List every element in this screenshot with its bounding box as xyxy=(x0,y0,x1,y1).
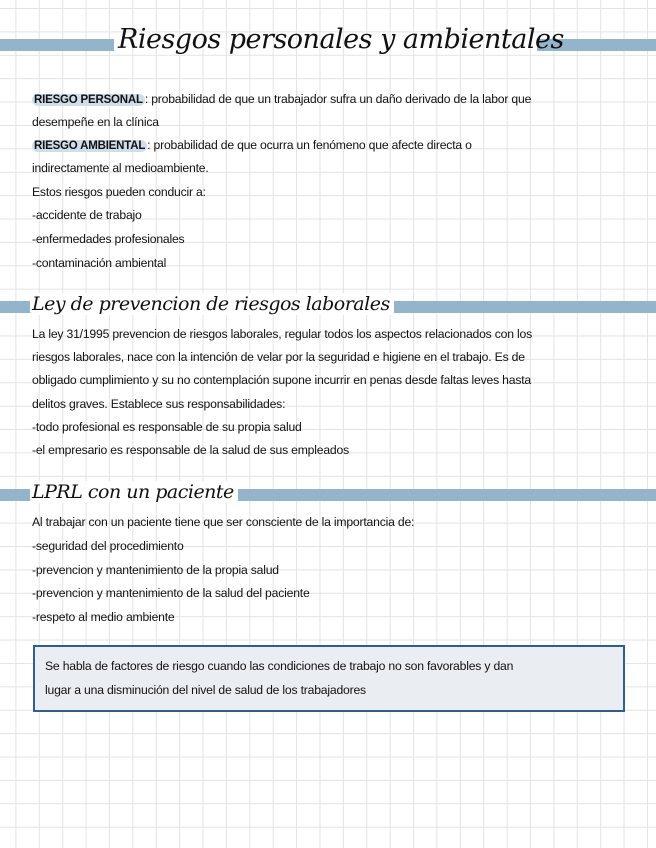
heading-bar-left xyxy=(0,489,30,501)
list-item: -contaminación ambiental xyxy=(32,256,167,270)
section-heading: Ley de prevencion de riesgos laborales xyxy=(32,293,394,315)
text-line: desempeñe en la clínica xyxy=(32,115,159,129)
text-line: Al trabajar con un paciente tiene que ser consciente de la importancia de: xyxy=(32,515,415,529)
list-item: -el empresario es responsable de la salud de sus empleados xyxy=(32,443,349,457)
text-line: Estos riesgos pueden conducir a: xyxy=(32,185,206,199)
heading-bar-left xyxy=(0,301,30,313)
definition-ambiental xyxy=(32,138,472,152)
list-item: -accidente de trabajo xyxy=(32,208,142,222)
section-heading: LPRL con un paciente xyxy=(32,481,238,503)
text-line: obligado cumplimiento y su no contemplación supone incurrir en penas desde faltas leves hasta xyxy=(32,373,532,387)
heading-bar-right xyxy=(392,301,656,313)
text-line: indirectamente al medioambiente. xyxy=(32,161,209,175)
definition-personal xyxy=(32,92,531,106)
page-title: Riesgos personales y ambientales xyxy=(118,24,564,55)
list-item: -prevencion y mantenimiento de la propia salud xyxy=(32,563,279,577)
text-line: delitos graves. Establece sus responsabilidades: xyxy=(32,397,286,411)
list-item: -respeto al medio ambiente xyxy=(32,610,175,624)
title-bar-left xyxy=(0,39,114,51)
heading-bar-right xyxy=(237,489,656,501)
term-personal: RIESGO PERSONAL xyxy=(34,94,143,106)
note-box xyxy=(33,645,625,712)
list-item: -seguridad del procedimiento xyxy=(32,539,184,553)
note-line: Se habla de factores de riesgo cuando las condiciones de trabajo no son favorables y dan xyxy=(45,659,514,673)
list-item: -prevencion y mantenimiento de la salud del paciente xyxy=(32,586,310,600)
list-item: -enfermedades profesionales xyxy=(32,232,185,246)
definition-text: : probabilidad de que un trabajador sufra un daño derivado de la labor que xyxy=(144,92,532,106)
text-line: La ley 31/1995 prevencion de riesgos laborales, regular todos los aspectos relacionados con los xyxy=(32,327,532,341)
text-line: riesgos laborales, nace con la intención de velar por la seguridad e higiene en el trabajo. Es de xyxy=(32,350,525,364)
term-ambiental: RIESGO AMBIENTAL xyxy=(34,140,146,152)
list-item: -todo profesional es responsable de su propia salud xyxy=(32,420,302,434)
note-line: lugar a una disminución del nivel de salud de los trabajadores xyxy=(45,683,366,697)
definition-text: : probabilidad de que ocurra un fenómeno que afecte directa o xyxy=(147,138,472,152)
